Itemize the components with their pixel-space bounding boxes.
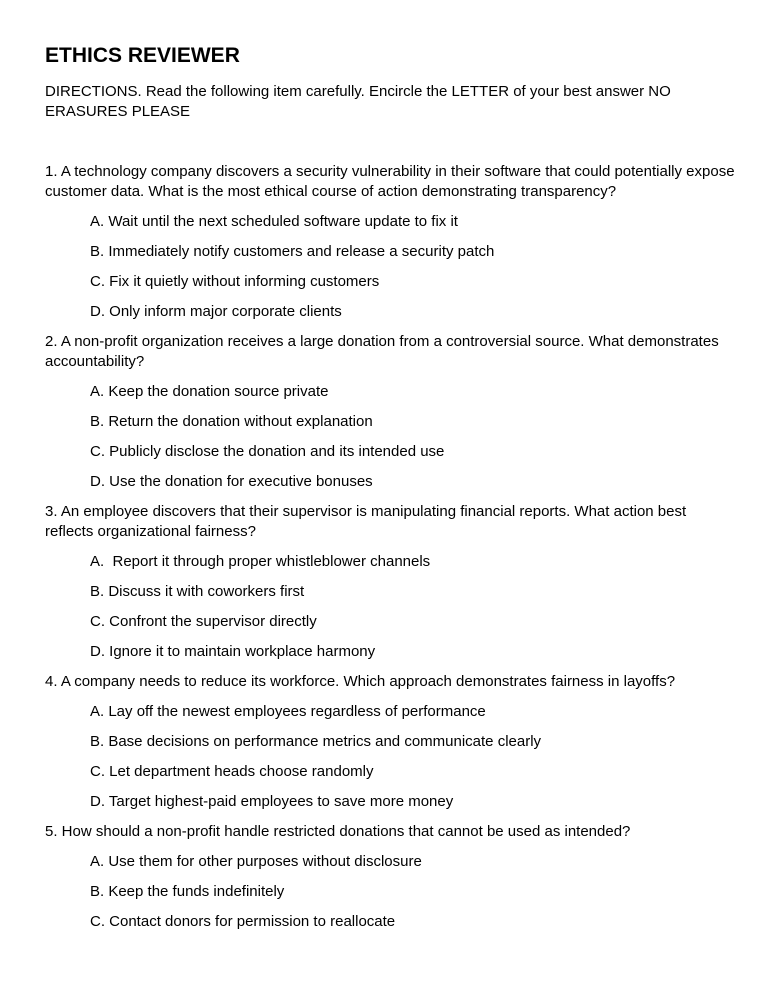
answer-option-a: A. Wait until the next scheduled software update to fix it	[90, 213, 458, 230]
question-3	[45, 497, 735, 667]
answer-option-c: C. Let department heads choose randomly	[90, 763, 374, 780]
question-4	[45, 667, 735, 817]
question-text: 1. A technology company discovers a security vulnerability in their software that could potentially expose customer data. What is the most ethical course of action demonstrating transparency?	[45, 163, 735, 200]
question-1	[45, 162, 735, 327]
answer-option-b: B. Keep the funds indefinitely	[90, 883, 285, 900]
question-2	[45, 327, 735, 497]
answer-option-d: D. Ignore it to maintain workplace harmony	[90, 643, 376, 660]
question-text: 4. A company needs to reduce its workforce. Which approach demonstrates fairness in layoffs?	[45, 673, 676, 690]
document-page	[45, 0, 735, 937]
answer-option-c: C. Publicly disclose the donation and its intended use	[90, 443, 445, 460]
answer-option-b: B. Immediately notify customers and release a security patch	[90, 243, 495, 260]
answer-option-c: C. Fix it quietly without informing customers	[90, 273, 380, 290]
answer-option-a: A. Report it through proper whistleblower channels	[90, 553, 431, 570]
answer-option-b: B. Base decisions on performance metrics and communicate clearly	[90, 733, 542, 750]
answer-option-a: A. Lay off the newest employees regardless of performance	[90, 703, 486, 720]
answer-option-d: D. Target highest-paid employees to save more money	[90, 793, 454, 810]
answer-option-a: A. Use them for other purposes without disclosure	[90, 853, 422, 870]
answer-option-b: B. Return the donation without explanation	[90, 413, 373, 430]
answer-option-d: D. Only inform major corporate clients	[90, 303, 342, 320]
document-title: ETHICS REVIEWER	[45, 44, 240, 67]
directions-text: DIRECTIONS. Read the following item carefully. Encircle the LETTER of your best answer NO ERASURES PLEASE	[45, 83, 671, 120]
answer-option-c: C. Confront the supervisor directly	[90, 613, 317, 630]
answer-option-b: B. Discuss it with coworkers first	[90, 583, 305, 600]
question-list	[45, 162, 735, 937]
answer-option-a: A. Keep the donation source private	[90, 383, 329, 400]
answer-option-d: D. Use the donation for executive bonuses	[90, 473, 373, 490]
question-text: 5. How should a non-profit handle restricted donations that cannot be used as intended?	[45, 823, 631, 840]
answer-option-c: C. Contact donors for permission to reallocate	[90, 913, 396, 930]
question-text: 3. An employee discovers that their supervisor is manipulating financial reports. What action best reflects organizational fairness?	[45, 503, 687, 540]
question-text: 2. A non-profit organization receives a large donation from a controversial source. What demonstrates accountability?	[45, 333, 719, 370]
question-5	[45, 817, 735, 937]
